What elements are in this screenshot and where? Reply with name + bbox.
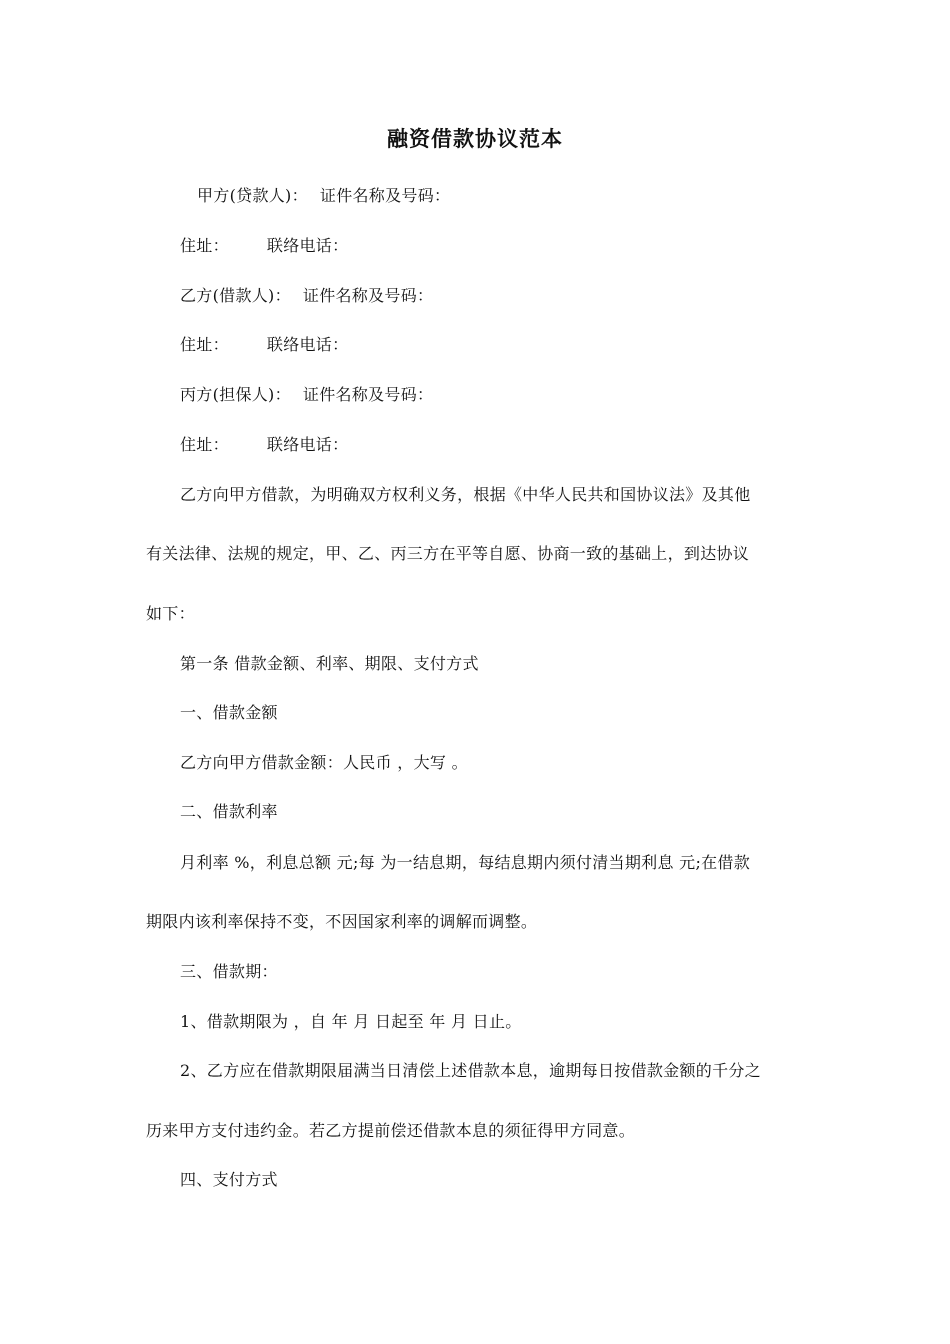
party-a-label: 甲方(贷款人)： [197, 186, 308, 205]
party-a-id-label: 证件名称及号码： [319, 186, 451, 205]
party-c-address-label: 住址： [180, 435, 229, 454]
party-a-line [197, 183, 450, 206]
article-1-heading: 第一条 借款金额、利率、期限、支付方式 [180, 654, 479, 673]
party-b-label: 乙方(借款人)： [180, 286, 291, 305]
document-title: 融资借款协议范本 [387, 126, 563, 151]
party-c-phone-label: 联络电话： [266, 435, 349, 454]
party-b-address-line [180, 332, 348, 355]
section-3-item-1: 1、借款期限为 ，自 年 月 日起至 年 月 日止。 [180, 1012, 522, 1031]
party-b-address-label: 住址： [180, 335, 229, 354]
section-1-heading: 一、借款金额 [180, 703, 278, 722]
party-c-line [180, 382, 433, 405]
section-3-item-2-line-1: 2、乙方应在借款期限届满当日清偿上述借款本息，逾期每日按借款金额的千分之 [180, 1061, 761, 1080]
intro-paragraph-line-3: 如下： [146, 604, 195, 623]
section-2-heading: 二、借款利率 [180, 802, 278, 821]
section-2-line-1: 月利率 %，利息总额 元;每 为一结息期，每结息期内须付清当期利息 元;在借款 [180, 853, 751, 872]
section-3-heading: 三、借款期： [180, 962, 278, 981]
section-1-text: 乙方向甲方借款金额：人民币 ，大写 。 [180, 753, 468, 772]
section-2-line-2: 期限内该利率保持不变，不因国家利率的调解而调整。 [146, 912, 538, 931]
section-4-heading: 四、支付方式 [180, 1170, 278, 1189]
party-b-phone-label: 联络电话： [266, 335, 349, 354]
intro-paragraph-line-2: 有关法律、法规的规定，甲、乙、丙三方在平等自愿、协商一致的基础上，到达协议 [146, 544, 750, 563]
party-c-id-label: 证件名称及号码： [302, 385, 434, 404]
party-a-address-line [180, 233, 348, 256]
party-c-address-line [180, 432, 348, 455]
party-b-line [180, 283, 433, 306]
intro-paragraph-line-1: 乙方向甲方借款，为明确双方权利义务，根据《中华人民共和国协议法》及其他 [180, 485, 751, 504]
party-a-phone-label: 联络电话： [266, 236, 349, 255]
party-a-address-label: 住址： [180, 236, 229, 255]
party-c-label: 丙方(担保人)： [180, 385, 291, 404]
party-b-id-label: 证件名称及号码： [302, 286, 434, 305]
section-3-item-2-line-2: 历来甲方支付违约金。若乙方提前偿还借款本息的须征得甲方同意。 [146, 1121, 636, 1140]
